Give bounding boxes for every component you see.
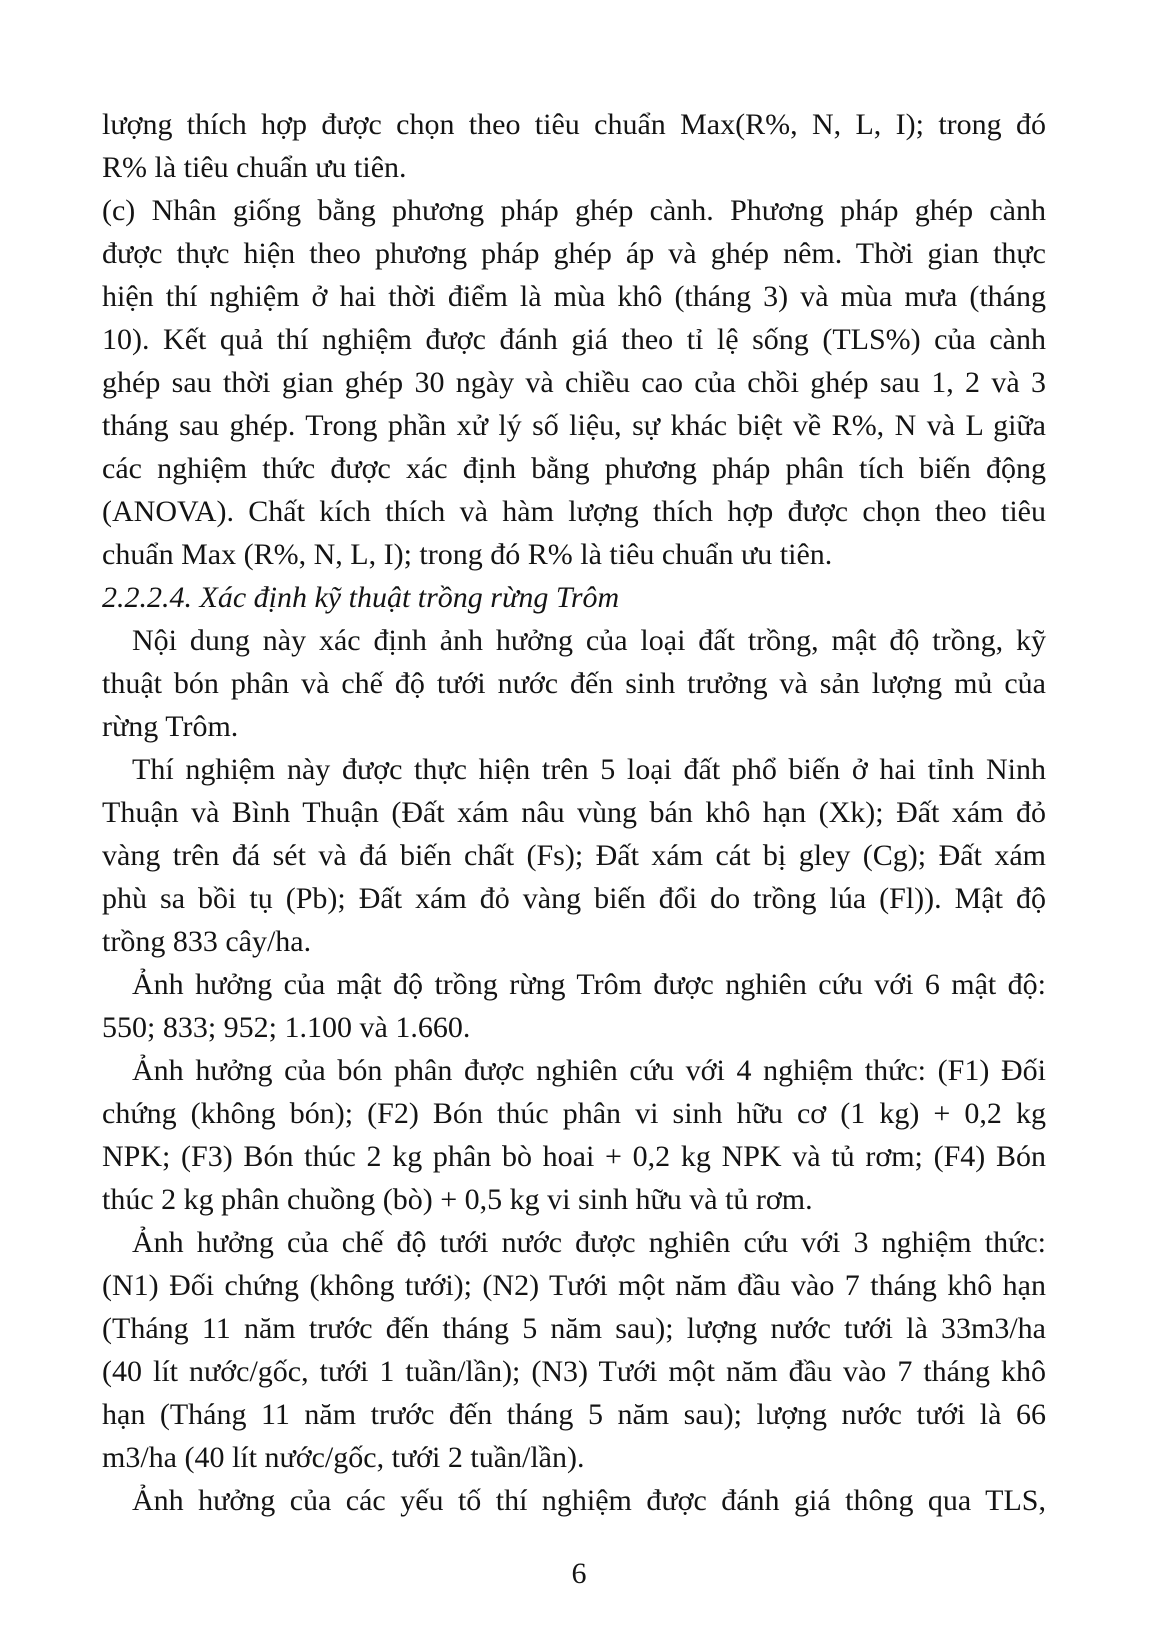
text-line-17: Thuận và Bình Thuận (Đất xám nâu vùng bán khô hạn (Xk); Đất xám đỏ bbox=[102, 796, 1046, 829]
text-line-31: hạn (Tháng 11 năm trước đến tháng 5 năm sau); lượng nước tưới là 66 bbox=[102, 1398, 1046, 1431]
text-line-27: Ảnh hưởng của chế độ tưới nước được nghiên cứu với 3 nghiệm thức: bbox=[132, 1226, 1046, 1259]
text-line-22: 550; 833; 952; 1.100 và 1.660. bbox=[102, 1011, 471, 1044]
text-line-4: được thực hiện theo phương pháp ghép áp và ghép nêm. Thời gian thực bbox=[102, 237, 1046, 270]
text-line-13: Nội dung này xác định ảnh hưởng của loại đất trồng, mật độ trồng, kỹ bbox=[132, 624, 1046, 657]
text-line-18: vàng trên đá sét và đá biến chất (Fs); Đất xám cát bị gley (Cg); Đất xám bbox=[102, 839, 1046, 872]
text-line-8: tháng sau ghép. Trong phần xử lý số liệu, sự khác biệt về R%, N và L giữa bbox=[102, 409, 1046, 442]
text-line-9: các nghiệm thức được xác định bằng phương pháp phân tích biến động bbox=[102, 452, 1046, 485]
text-line-33: Ảnh hưởng của các yếu tố thí nghiệm được đánh giá thông qua TLS, bbox=[132, 1484, 1046, 1517]
text-line-16: Thí nghiệm này được thực hiện trên 5 loại đất phổ biến ở hai tỉnh Ninh bbox=[132, 753, 1046, 786]
text-line-14: thuật bón phân và chế độ tưới nước đến sinh trưởng và sản lượng mủ của bbox=[102, 667, 1046, 700]
text-line-19: phù sa bồi tụ (Pb); Đất xám đỏ vàng biến đổi do trồng lúa (Fl)). Mật độ bbox=[102, 882, 1046, 915]
text-line-10: (ANOVA). Chất kích thích và hàm lượng thích hợp được chọn theo tiêu bbox=[102, 495, 1046, 528]
text-line-25: NPK; (F3) Bón thúc 2 kg phân bò hoai + 0,2 kg NPK và tủ rơm; (F4) Bón bbox=[102, 1140, 1046, 1173]
text-line-6: 10). Kết quả thí nghiệm được đánh giá theo tỉ lệ sống (TLS%) của cành bbox=[102, 323, 1046, 356]
text-line-24: chứng (không bón); (F2) Bón thúc phân vi sinh hữu cơ (1 kg) + 0,2 kg bbox=[102, 1097, 1046, 1130]
page-number: 6 bbox=[571, 1557, 587, 1590]
text-line-3: (c) Nhân giống bằng phương pháp ghép cành. Phương pháp ghép cành bbox=[102, 194, 1046, 227]
text-line-26: thúc 2 kg phân chuồng (bò) + 0,5 kg vi sinh hữu và tủ rơm. bbox=[102, 1183, 813, 1216]
text-line-5: hiện thí nghiệm ở hai thời điểm là mùa khô (tháng 3) và mùa mưa (tháng bbox=[102, 280, 1046, 313]
text-line-11: chuẩn Max (R%, N, L, I); trong đó R% là tiêu chuẩn ưu tiên. bbox=[102, 538, 833, 571]
text-block bbox=[102, 103, 1046, 1522]
text-line-28: (N1) Đối chứng (không tưới); (N2) Tưới một năm đầu vào 7 tháng khô hạn bbox=[102, 1269, 1046, 1302]
text-line-30: (40 lít nước/gốc, tưới 1 tuần/lần); (N3) Tưới một năm đầu vào 7 tháng khô bbox=[102, 1355, 1046, 1388]
text-line-20: trồng 833 cây/ha. bbox=[102, 925, 312, 958]
text-line-2: R% là tiêu chuẩn ưu tiên. bbox=[102, 151, 407, 184]
text-line-15: rừng Trôm. bbox=[102, 710, 239, 743]
text-line-21: Ảnh hưởng của mật độ trồng rừng Trôm được nghiên cứu với 6 mật độ: bbox=[132, 968, 1046, 1001]
text-line-1: lượng thích hợp được chọn theo tiêu chuẩn Max(R%, N, L, I); trong đó bbox=[102, 108, 1046, 141]
text-line-32: m3/ha (40 lít nước/gốc, tưới 2 tuần/lần). bbox=[102, 1441, 585, 1474]
text-line-23: Ảnh hưởng của bón phân được nghiên cứu với 4 nghiệm thức: (F1) Đối bbox=[132, 1054, 1046, 1087]
text-line-29: (Tháng 11 năm trước đến tháng 5 năm sau); lượng nước tưới là 33m3/ha bbox=[102, 1312, 1046, 1345]
text-line-7: ghép sau thời gian ghép 30 ngày và chiều cao của chồi ghép sau 1, 2 và 3 bbox=[102, 366, 1046, 399]
section-heading: 2.2.2.4. Xác định kỹ thuật trồng rừng Trôm bbox=[102, 581, 620, 614]
